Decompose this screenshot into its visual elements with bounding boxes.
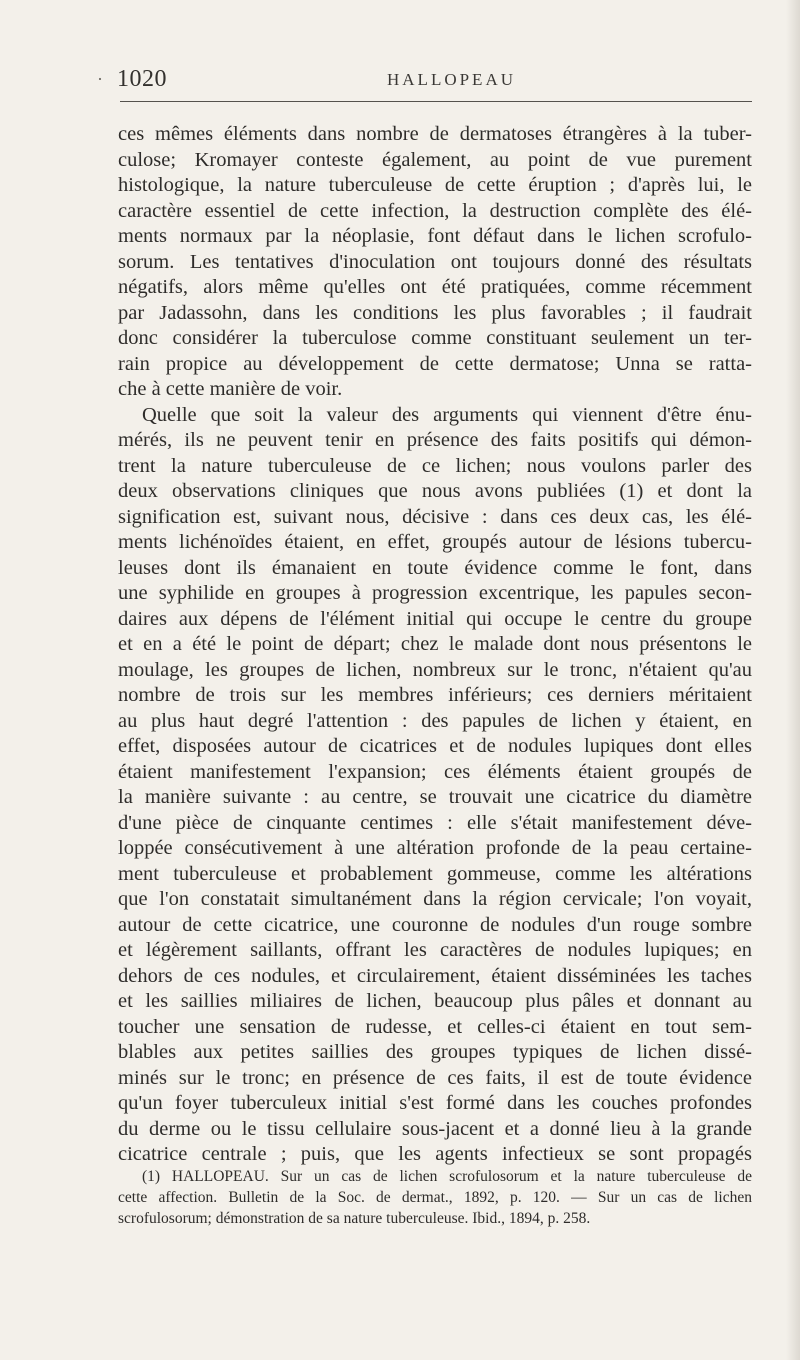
footnote [118,1166,752,1229]
footnote-line: cette affection. Bulletin de la Soc. de dermat., 1892, p. 120. — Sur un cas de lichen [118,1189,752,1206]
page-number: 1020 [117,66,167,92]
text-line: au plus haut degré l'attention : des papules de lichen y étaient, en [118,709,752,732]
text-line: autour de cette cicatrice, une couronne de nodules d'un rouge sombre [118,913,752,936]
text-line: culose; Kromayer conteste également, au point de vue purement [118,148,752,171]
text-line: mérés, ils ne peuvent tenir en présence des faits positifs qui démon- [118,429,752,451]
text-line: effet, disposées autour de cicatrices et de nodules lupiques dont elles [118,735,752,757]
text-line: que l'on constatait simultanément dans la région cervicale; l'on voyait, [118,888,752,910]
paragraph-start: Quelle que soit la valeur des arguments qui viennent d'être énu- [142,403,752,426]
text-line: du derme ou le tissu cellulaire sous-jacent et a donné lieu à la grande [118,1117,752,1140]
running-head: HALLOPEAU [387,70,516,89]
footnote-line: scrofulosorum; démonstration de sa nature tuberculeuse. Ibid., 1894, p. 258. [118,1210,591,1227]
header-rule [120,101,752,102]
text-line: cicatrice centrale ; puis, que les agents infectieux se sont propagés [118,1143,752,1165]
text-line: histologique, la nature tuberculeuse de cette éruption ; d'après lui, le [118,174,752,196]
text-line: ments normaux par la néoplasie, font défaut dans le lichen scrofulo- [118,225,752,247]
text-line: nombre de trois sur les membres inférieurs; ces derniers méritaient [118,684,752,706]
text-line: daires aux dépens de l'élément initial qui occupe le centre du groupe [118,607,752,630]
text-line: leuses dont ils émanaient en toute évidence comme le font, dans [118,556,752,579]
text-line: et les saillies miliaires de lichen, beaucoup plus pâles et donnant au [118,990,752,1012]
text-line: che à cette manière de voir. [118,378,343,400]
text-line: d'une pièce de cinquante centimes : elle s'était manifestement déve- [118,811,752,834]
page-edge-shadow [786,0,800,1360]
text-line: minés sur le tronc; en présence de ces faits, il est de toute évidence [118,1066,752,1089]
text-line: trent la nature tuberculeuse de ce lichen; nous voulons parler des [118,454,752,477]
header-dot: · [97,69,103,89]
text-line: une syphilide en groupes à progression excentrique, les papules secon- [118,582,752,604]
text-line: qu'un foyer tuberculeux initial s'est formé dans les couches profondes [118,1092,752,1114]
text-line: rain propice au développement de cette dermatose; Unna se ratta- [118,352,752,375]
text-line: ces mêmes éléments dans nombre de dermatoses étrangères à la tuber- [118,123,752,145]
text-line: ments lichénoïdes étaient, en effet, groupés autour de lésions tubercu- [118,531,752,553]
text-line: dehors de ces nodules, et circulairement, étaient disséminées les taches [118,964,752,987]
text-line: blables aux petites saillies des groupes typiques de lichen dissé- [118,1041,752,1063]
text-line: la manière suivante : au centre, se trouvait une cicatrice du diamètre [118,786,752,808]
body-text [118,122,752,1168]
text-line: et légèrement saillants, offrant les caractères de nodules lupiques; en [118,939,752,961]
text-line: caractère essentiel de cette infection, la destruction complète des élé- [118,199,752,222]
text-line: étaient manifestement l'expansion; ces éléments étaient groupés de [118,760,752,783]
text-line: deux observations cliniques que nous avons publiées (1) et dont la [118,480,752,502]
text-line: donc considérer la tuberculose comme constituant seulement un ter- [118,327,752,349]
text-line: et en a été le point de départ; chez le malade dont nous présentons le [118,633,752,655]
text-line: signification est, suivant nous, décisive : dans ces deux cas, les élé- [118,505,752,528]
footnote-line: (1) HALLOPEAU. Sur un cas de lichen scrofulosorum et la nature tuberculeuse de [142,1168,752,1185]
text-line: par Jadassohn, dans les conditions les plus favorables ; il faudrait [118,301,752,324]
text-line: négatifs, alors même qu'elles ont été pratiquées, comme récemment [118,276,752,298]
text-line: ment tuberculeuse et probablement gommeuse, comme les altérations [118,862,752,885]
text-line: sorum. Les tentatives d'inoculation ont toujours donné des résultats [118,250,752,273]
text-line: toucher une sensation de rudesse, et celles-ci étaient en tout sem- [118,1015,752,1038]
text-line: loppée consécutivement à une altération profonde de la peau certaine- [118,837,752,859]
page-header [97,66,753,94]
text-line: moulage, les groupes de lichen, nombreux sur le tronc, n'étaient qu'au [118,658,752,681]
